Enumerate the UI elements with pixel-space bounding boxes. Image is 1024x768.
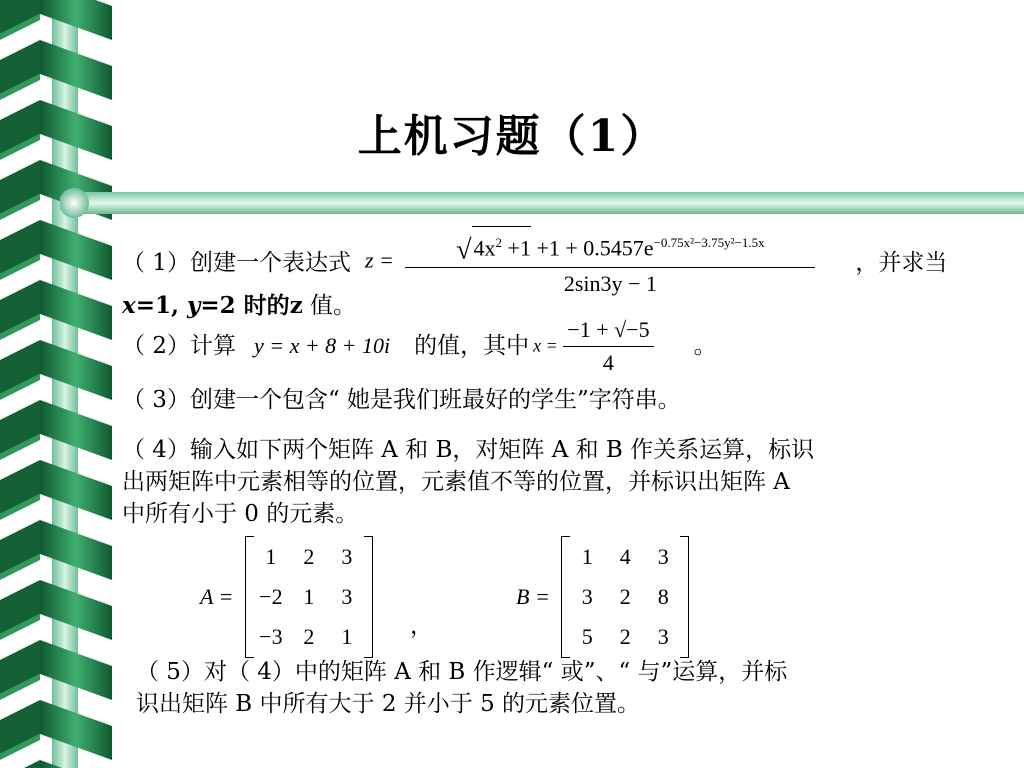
- matrix-cell: 1: [341, 624, 353, 649]
- q1-suffix: ，并求当: [855, 250, 948, 276]
- matrix-cell: 1: [265, 544, 277, 569]
- matrix-cell: 3: [657, 624, 669, 649]
- matrix-cell: 2: [619, 624, 631, 649]
- question-2: （ 2）计算 y = x + 8 + 10i 的值，其中 x = $\frac{-1 + √-5}{4}$ 。: [122, 314, 982, 378]
- matrix-cell: 1: [581, 544, 593, 569]
- matrix-cell: 3: [341, 584, 353, 609]
- matrix-cell: 2: [303, 624, 315, 649]
- matrix-cell: 4: [619, 544, 631, 569]
- page-title: 上机习题（1）: [357, 111, 667, 162]
- matrix-a: A = 1 2 3 −2 1 3 −3 2 1: [200, 536, 373, 658]
- horizontal-rod: [60, 188, 1024, 218]
- matrix-cell: 2: [619, 584, 631, 609]
- q1-prefix: （ 1）创建一个表达式: [122, 250, 351, 276]
- matrix-cell: 8: [657, 584, 669, 609]
- matrix-cell: 3: [341, 544, 353, 569]
- question-3: （ 3）创建一个包含“ 她是我们班最好的学生”字符串。: [122, 387, 681, 413]
- question-1: （ 1）创建一个表达式 z = $\frac{√4x^2 +1 +1 + 0.5457e^{-0.75x^2-3.75y^2-1.5x}}{2\sin 3y - 1}$ ，并求当 x=1, y=2 时的z 值。: [122, 228, 982, 322]
- matrix-cell: 5: [581, 624, 593, 649]
- matrix-cell: 3: [581, 584, 593, 609]
- matrix-cell: −2: [259, 584, 283, 609]
- question-4: （ 4）输入如下两个矩阵 A 和 B，对矩阵 A 和 B 作关系运算，标识 出两矩阵中元素相等的位置，元素值不等的位置，并标识出矩阵 A 中所有小于 0 的元素。: [122, 437, 815, 527]
- matrix-cell: 3: [657, 544, 669, 569]
- matrix-b: B = 1 4 3 3 2 8 5 2 3: [516, 536, 689, 658]
- question-5: （ 5）对（ 4）中的矩阵 A 和 B 作逻辑“ 或”、“ 与”运算，并标 识出矩阵 B 中所有大于 2 并小于 5 的元素位置。: [136, 659, 788, 717]
- matrix-cell: 1: [303, 584, 315, 609]
- matrix-cell: 2: [303, 544, 315, 569]
- matrix-cell: −3: [259, 624, 283, 649]
- q1-formula: z = $\frac{√4x^2 +1 +1 + 0.5457e^{-0.75x^2-3.75y^2-1.5x}}{2\sin 3y - 1}$: [365, 226, 815, 299]
- matrix-separator: ，: [410, 613, 433, 639]
